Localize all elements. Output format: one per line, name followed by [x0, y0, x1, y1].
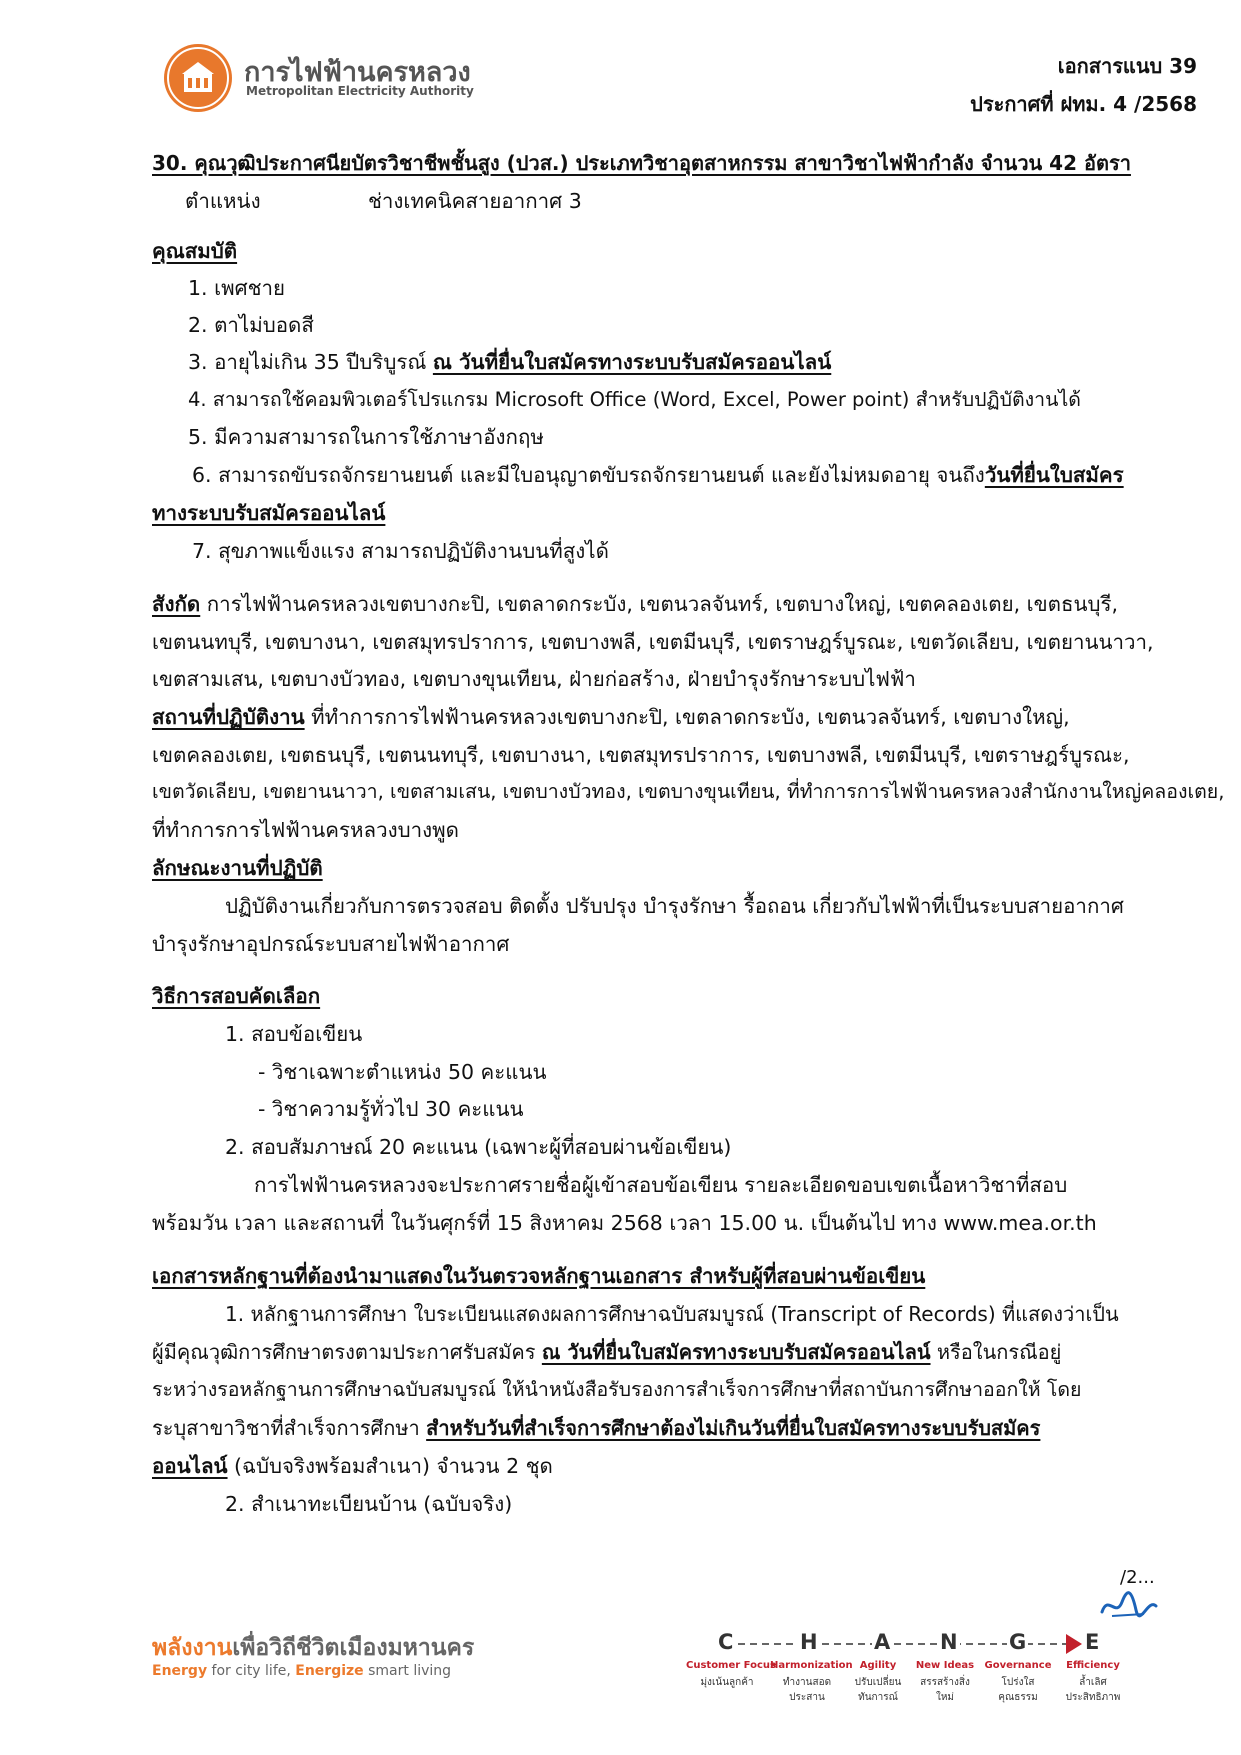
change-letter: C	[718, 1630, 734, 1654]
document-line: ผู้มีคุณวุฒิการศึกษาตรงตามประกาศรับสมัคร ณ วันที่ยื่นใบสมัครทางระบบรับสมัครออนไลน์ หรือในกรณีอยู่	[152, 1340, 1062, 1364]
change-label-en: New Ideas	[915, 1660, 975, 1671]
workplace-line: เขตวัดเลียบ, เขตยานนาวา, เขตสามเสน, เขตบางบัวทอง, เขตบางขุนเทียน, ที่ทำการการไฟฟ้านครหลวงสำนักงานใหญ่คลองเตย,	[152, 780, 1225, 803]
document-line: ระบุสาขาวิชาที่สำเร็จการศึกษา สำหรับวันที่สำเร็จการศึกษาต้องไม่เกินวันที่ยื่นใบสมัครทางระบบรับสมัคร	[152, 1416, 1041, 1440]
workplace-line: เขตคลองเตย, เขตธนบุรี, เขตนนทบุรี, เขตบางนา, เขตสมุทรปราการ, เขตบางพลี, เขตมีนบุรี, เขตราษฎร์บูรณะ,	[152, 743, 1130, 767]
section-title: 30. คุณวุฒิประกาศนียบัตรวิชาชีพชั้นสูง (ปวส.) ประเภทวิชาอุตสาหกรรม สาขาวิชาไฟฟ้ากำลัง จำนวน 42 อัตรา	[152, 151, 1131, 175]
qualification-item: 5. มีความสามารถในการใช้ภาษาอังกฤษ	[188, 425, 544, 449]
change-label-th: ทำงานสอดประสาน	[782, 1677, 832, 1703]
position-label: ตำแหน่ง	[185, 189, 261, 213]
qualification-item: 3. อายุไม่เกิน 35 ปีบริบูรณ์ ณ วันที่ยื่นใบสมัครทางระบบรับสมัครออนไลน์	[188, 350, 832, 374]
change-label-en: Customer Focus	[686, 1660, 776, 1671]
change-label-th: มุ่งเน้นลูกค้า	[700, 1677, 754, 1688]
written-exam-subject: - วิชาเฉพาะตำแหน่ง 50 คะแนน	[258, 1060, 547, 1084]
change-label-en: Agility	[859, 1660, 897, 1671]
change-label-th: โปร่งใสคุณธรรม	[998, 1677, 1038, 1703]
arrow-head-icon	[1066, 1634, 1082, 1654]
duties-heading: ลักษณะงานที่ปฏิบัติ	[152, 856, 323, 880]
footer-slogan-en: Energy for city life, Energize smart living	[152, 1663, 452, 1679]
interview-exam: 2. สอบสัมภาษณ์ 20 คะแนน (เฉพาะผู้ที่สอบผ่านข้อเขียน)	[225, 1135, 732, 1159]
change-label-en: Efficiency	[1066, 1660, 1120, 1671]
written-exam-subject: - วิชาความรู้ทั่วไป 30 คะแนน	[258, 1097, 524, 1121]
change-connector-line	[690, 1632, 1110, 1656]
change-letter: G	[1009, 1630, 1027, 1654]
document-line: 1. หลักฐานการศึกษา ใบระเบียนแสดงผลการศึกษาฉบับสมบูรณ์ (Transcript of Records) ที่แสดงว่าเป็น	[225, 1302, 1119, 1326]
org-name-en: Metropolitan Electricity Authority	[246, 84, 474, 98]
duties-line: ปฏิบัติงานเกี่ยวกับการตรวจสอบ ติดตั้ง ปรับปรุง บำรุงรักษา รื้อถอน เกี่ยวกับไฟฟ้าที่เป็นระบบสายอากาศ	[225, 894, 1124, 918]
position-value: ช่างเทคนิคสายอากาศ 3	[368, 189, 582, 213]
change-label-en: Governance	[984, 1660, 1052, 1671]
signature-mark	[1098, 1588, 1162, 1627]
change-label-th: ปรับเปลี่ยนทันการณ์	[854, 1677, 902, 1703]
written-exam: 1. สอบข้อเขียน	[225, 1022, 363, 1046]
qualification-item-continuation: ทางระบบรับสมัครออนไลน์	[152, 501, 386, 525]
qualification-item: 4. สามารถใช้คอมพิวเตอร์โปรแกรม Microsoft Office (Word, Excel, Power point) สำหรับปฏิบัติงานได้	[188, 388, 1081, 411]
qualification-item: 2. ตาไม่บอดสี	[188, 313, 314, 337]
document-line: ระหว่างรอหลักฐานการศึกษาฉบับสมบูรณ์ ให้นำหนังสือรับรองการสำเร็จการศึกษาที่สถาบันการศึกษาออกให้ โดย	[152, 1378, 1082, 1401]
exam-notice: พร้อมวัน เวลา และสถานที่ ในวันศุกร์ที่ 15 สิงหาคม 2568 เวลา 15.00 น. เป็นต้นไป ทาง www.mea.or.th	[152, 1211, 1097, 1235]
mea-logo-emblem	[164, 44, 232, 112]
doc-ref: เอกสารแนบ 39	[1057, 54, 1197, 78]
workplace-line: ที่ทำการการไฟฟ้านครหลวงบางพูด	[152, 818, 459, 842]
footer-slogan-th: พลังงานเพื่อวิถีชีวิตเมืองมหานคร	[152, 1635, 475, 1661]
change-letter: H	[800, 1630, 818, 1654]
page-continuation: /2...	[1120, 1567, 1155, 1588]
affiliation-line: เขตสามเสน, เขตบางบัวทอง, เขตบางขุนเทียน, ฝ่ายก่อสร้าง, ฝ่ายบำรุงรักษาระบบไฟฟ้า	[152, 667, 916, 691]
affiliation-line: เขตนนทบุรี, เขตบางนา, เขตสมุทรปราการ, เขตบางพลี, เขตมีนบุรี, เขตราษฎร์บูรณะ, เขตวัดเลียบ, เขตยานนาวา,	[152, 630, 1154, 654]
change-letter: N	[940, 1630, 958, 1654]
change-letter: E	[1085, 1630, 1100, 1654]
org-name-th: การไฟฟ้านครหลวง	[244, 57, 471, 88]
document-line: ออนไลน์ (ฉบับจริงพร้อมสำเนา) จำนวน 2 ชุด	[152, 1454, 553, 1478]
documents-heading: เอกสารหลักฐานที่ต้องนำมาแสดงในวันตรวจหลักฐานเอกสาร สำหรับผู้ที่สอบผ่านข้อเขียน	[152, 1264, 926, 1288]
change-label-th: ล้ำเลิศประสิทธิภาพ	[1065, 1677, 1121, 1703]
duties-line: บำรุงรักษาอุปกรณ์ระบบสายไฟฟ้าอากาศ	[152, 932, 510, 956]
exam-notice: การไฟฟ้านครหลวงจะประกาศรายชื่อผู้เข้าสอบข้อเขียน รายละเอียดขอบเขตเนื้อหาวิชาที่สอบ	[254, 1173, 1068, 1197]
qualification-item: 7. สุขภาพแข็งแรง สามารถปฏิบัติงานบนที่สูงได้	[192, 539, 609, 563]
workplace-line: สถานที่ปฏิบัติงาน ที่ทำการการไฟฟ้านครหลวงเขตบางกะปิ, เขตลาดกระบัง, เขตนวลจันทร์, เขตบางใหญ่,	[152, 705, 1070, 729]
change-label-th: สรรสร้างสิ่งใหม่	[920, 1677, 970, 1703]
change-letter: A	[874, 1630, 891, 1654]
qualification-item: 1. เพศชาย	[188, 276, 286, 300]
document-line: 2. สำเนาทะเบียนบ้าน (ฉบับจริง)	[225, 1492, 513, 1516]
change-label-en: Harmonization	[770, 1660, 853, 1671]
selection-heading: วิธีการสอบคัดเลือก	[152, 984, 321, 1008]
qualification-item: 6. สามารถขับรถจักรยานยนต์ และมีใบอนุญาตขับรถจักรยานยนต์ และยังไม่หมดอายุ จนถึงวันที่ยื่นใบสมัคร	[192, 463, 1124, 487]
qualifications-heading: คุณสมบัติ	[152, 239, 238, 263]
affiliation-line: สังกัด การไฟฟ้านครหลวงเขตบางกะปิ, เขตลาดกระบัง, เขตนวลจันทร์, เขตบางใหญ่, เขตคลองเตย, เขตธนบุรี,	[152, 592, 1119, 616]
announcement-number: ประกาศที่ ฝทม. 4 /2568	[970, 92, 1197, 116]
